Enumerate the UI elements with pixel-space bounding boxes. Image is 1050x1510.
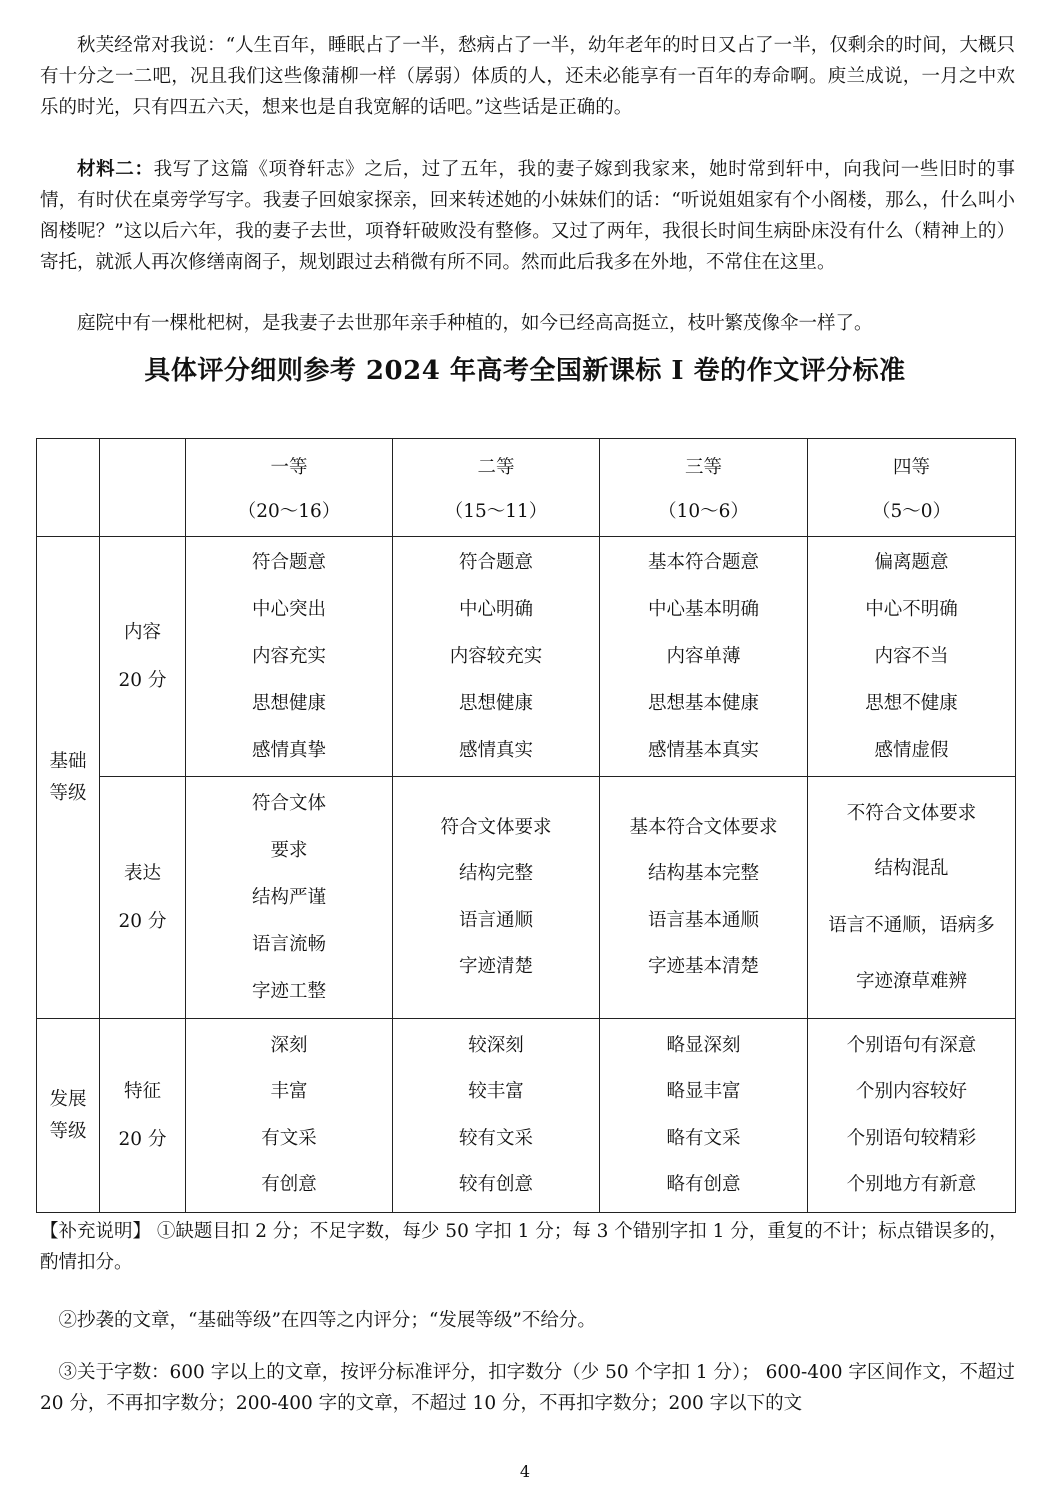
paragraph-material-two [40, 154, 1015, 278]
grade-header: 二等 （15～11） [393, 439, 600, 537]
content-label-cell: 内容 20 分 [100, 537, 186, 777]
empty-header-cell [100, 439, 186, 537]
page-title: 具体评分细则参考 2024 年高考全国新课标 I 卷的作文评分标准 [144, 356, 906, 386]
grade-header: 一等 （20～16） [186, 439, 393, 537]
basic-level-label: 基础等级 [37, 537, 100, 1019]
feature-grade-1: 深刻 丰富 有文采 有创意 [186, 1019, 393, 1213]
content-grade-2: 符合题意 中心明确 内容较充实 思想健康 感情真实 [393, 537, 600, 777]
note-supplementary-2: ②抄袭的文章，“基础等级”在四等之内评分；“发展等级”不给分。 [58, 1310, 596, 1331]
scoring-rubric-table [36, 438, 1016, 1213]
feature-label-cell: 特征 20 分 [100, 1019, 186, 1213]
content-row [37, 537, 1016, 777]
expression-grade-4: 不符合文体要求 结构混乱 语言不通顺，语病多 字迹潦草难辨 [808, 777, 1016, 1019]
expression-grade-3: 基本符合文体要求 结构基本完整 语言基本通顺 字迹基本清楚 [600, 777, 808, 1019]
content-grade-4: 偏离题意 中心不明确 内容不当 思想不健康 感情虚假 [808, 537, 1016, 777]
feature-grade-4: 个别语句有深意 个别内容较好 个别语句较精彩 个别地方有新意 [808, 1019, 1016, 1213]
expression-grade-2: 符合文体要求 结构完整 语言通顺 字迹清楚 [393, 777, 600, 1019]
content-grade-1: 符合题意 中心突出 内容充实 思想健康 感情真挚 [186, 537, 393, 777]
note-supplementary-1: 【补充说明】 ①缺题目扣 2 分；不足字数，每少 50 字扣 1 分；每 3 个错别字扣 1 分，重复的不计；标点错误多的，酌情扣分。 [40, 1221, 1008, 1273]
note-supplementary-3: ③关于字数：600 字以上的文章，按评分标准评分，扣字数分（少 50 个字扣 1 分）； 600-400 字区间作文，不超过 20 分，不再扣字数分；200-400 字的文章，不超过 10 分，不再扣字数分；200 字以下的文 [40, 1362, 1015, 1414]
grade-header: 三等 （10～6） [600, 439, 808, 537]
page-number: 4 [519, 1462, 531, 1481]
feature-row [37, 1019, 1016, 1213]
empty-header-cell [37, 439, 100, 537]
expression-row [37, 777, 1016, 1019]
material-two-text: 我写了这篇《项脊轩志》之后，过了五年，我的妻子嫁到我家来，她时常到轩中，向我问一些旧时的事情，有时伏在桌旁学写字。我妻子回娘家探亲，回来转述她的小妹妹们的话：“听说姐姐家有个小阁楼，那么，什么叫小阁楼呢？”这以后六年，我的妻子去世，项脊轩破败没有整修。又过了两年，我很长时间生病卧床没有什么（精神上的）寄托，就派人再次修缮南阁子，规划跟过去稍微有所不同。然而此后我多在外地，不常住在这里。 [40, 159, 1015, 273]
feature-grade-3: 略显深刻 略显丰富 略有文采 略有创意 [600, 1019, 808, 1213]
paragraph-qiufu: 秋芙经常对我说：“人生百年，睡眠占了一半，愁病占了一半，幼年老年的时日又占了一半，仅剩余的时间，大概只有十分之一二吧，况且我们这些像蒲柳一样（孱弱）体质的人，还未必能享有一百年的寿命啊。庾兰成说，一月之中欢乐的时光，只有四五六天，想来也是自我宽解的话吧。”这些话是正确的。 [40, 35, 1015, 118]
content-grade-3: 基本符合题意 中心基本明确 内容单薄 思想基本健康 感情基本真实 [600, 537, 808, 777]
header-row [37, 439, 1016, 537]
development-level-label: 发展等级 [37, 1019, 100, 1213]
feature-grade-2: 较深刻 较丰富 较有文采 较有创意 [393, 1019, 600, 1213]
paragraph-loquat-tree: 庭院中有一棵枇杷树，是我妻子去世那年亲手种植的，如今已经高高挺立，枝叶繁茂像伞一样了。 [77, 313, 873, 334]
expression-label-cell: 表达 20 分 [100, 777, 186, 1019]
material-two-label: 材料二： [77, 159, 154, 180]
grade-header: 四等 （5～0） [808, 439, 1016, 537]
expression-grade-1: 符合文体 要求 结构严谨 语言流畅 字迹工整 [186, 777, 393, 1019]
